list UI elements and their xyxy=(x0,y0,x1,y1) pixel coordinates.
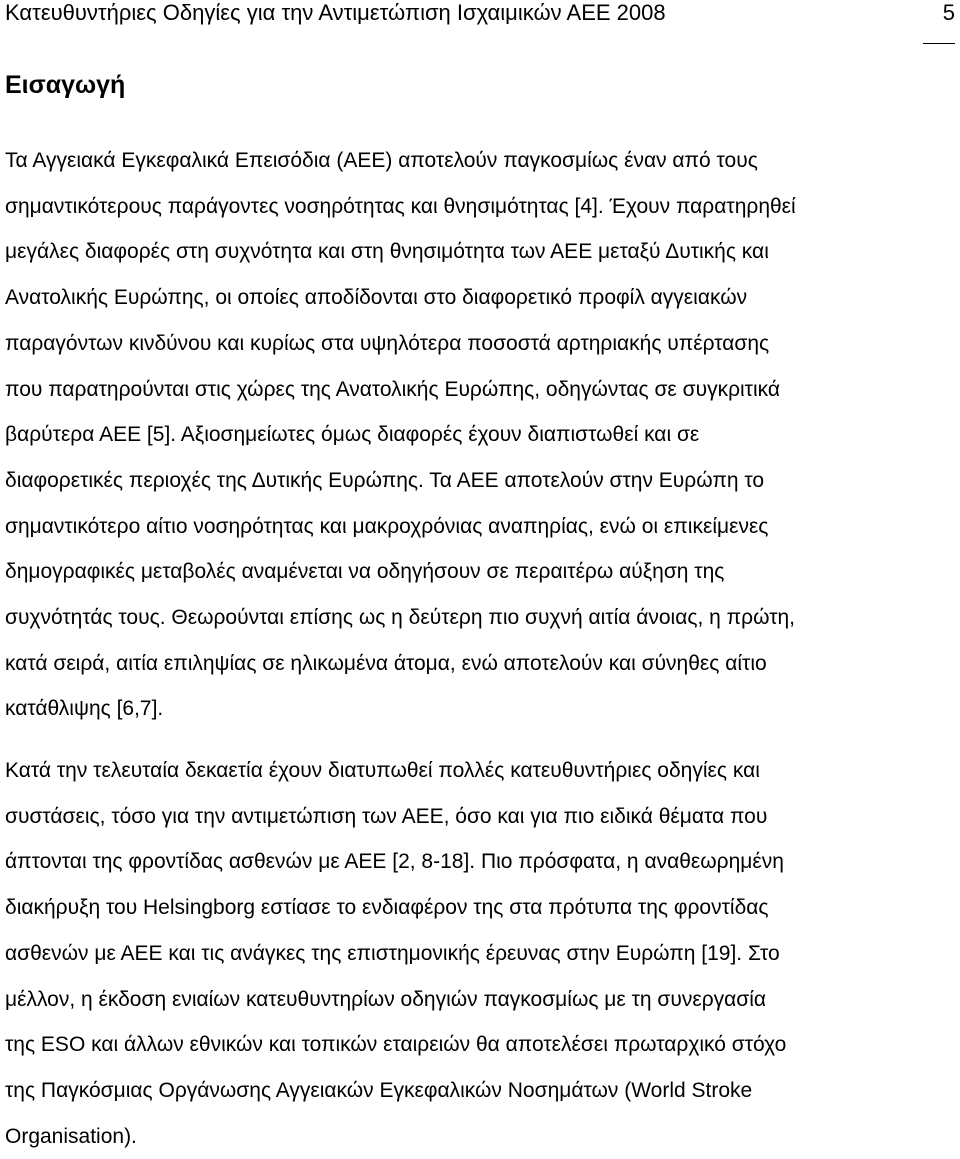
text-line: της ESO και άλλων εθνικών και τοπικών εταιρειών θα αποτελέσει πρωταρχικό στόχο xyxy=(5,1033,787,1057)
text-line: ασθενών με ΑΕΕ και τις ανάγκες της επιστημονικής έρευνας στην Ευρώπη [19]. Στο xyxy=(5,941,780,965)
text-line: μέλλον, η έκδοση ενιαίων κατευθυντηρίων οδηγιών παγκοσμίως με τη συνεργασία xyxy=(5,987,767,1011)
text-line: παραγόντων κινδύνου και κυρίως στα υψηλότερα ποσοστά αρτηριακής υπέρτασης xyxy=(5,331,770,355)
text-line: σημαντικότερους παράγοντες νοσηρότητας και θνησιμότητας [4]. Έχουν παρατηρηθεί xyxy=(5,194,796,218)
text-line: διακήρυξη του Helsingborg εστίασε το ενδιαφέρον της στα πρότυπα της φροντίδας xyxy=(5,896,769,920)
page-number: 5 xyxy=(942,0,955,25)
header-title: Κατευθυντήριες Οδηγίες για την Αντιμετώπιση Ισχαιμικών ΑΕΕ 2008 xyxy=(5,0,666,25)
text-line: που παρατηρούνται στις χώρες της Ανατολικής Ευρώπης, οδηγώντας σε συγκριτικά xyxy=(5,377,781,401)
paragraph-introduction xyxy=(5,138,955,732)
text-line: σημαντικότερο αίτιο νοσηρότητας και μακροχρόνιας αναπηρίας, ενώ οι επικείμενες xyxy=(5,514,769,538)
header-rule xyxy=(923,43,955,44)
text-line: συχνότητάς τους. Θεωρούνται επίσης ως η δεύτερη πιο συχνή αιτία άνοιας, η πρώτη, xyxy=(5,606,796,630)
running-header xyxy=(5,0,955,44)
text-line: Τα Αγγειακά Εγκεφαλικά Επεισόδια (ΑΕΕ) αποτελούν παγκοσμίως έναν από τους xyxy=(5,149,758,172)
section-heading: Εισαγωγή xyxy=(5,71,126,99)
text-line: μεγάλες διαφορές στη συχνότητα και στη θνησιμότητα των ΑΕΕ μεταξύ Δυτικής και xyxy=(5,240,769,264)
text-line: κατά σειρά, αιτία επιληψίας σε ηλικωμένα άτομα, ενώ αποτελούν και σύνηθες αίτιο xyxy=(5,651,767,675)
paragraph-guidelines xyxy=(5,748,955,1159)
text-line: Κατά την τελευταία δεκαετία έχουν διατυπωθεί πολλές κατευθυντήριες οδηγίες και xyxy=(5,759,760,782)
text-line: συστάσεις, τόσο για την αντιμετώπιση των ΑΕΕ, όσο και για πιο ειδικά θέματα που xyxy=(5,804,768,828)
text-line: Organisation). xyxy=(5,1124,137,1148)
text-line: βαρύτερα ΑΕΕ [5]. Αξιοσημείωτες όμως διαφορές έχουν διαπιστωθεί και σε xyxy=(5,423,700,447)
text-line: διαφορετικές περιοχές της Δυτικής Ευρώπης. Τα ΑΕΕ αποτελούν στην Ευρώπη το xyxy=(5,468,765,492)
text-line: της Παγκόσμιας Οργάνωσης Αγγειακών Εγκεφαλικών Νοσημάτων (World Stroke xyxy=(5,1078,753,1102)
text-line: άπτονται της φροντίδας ασθενών με ΑΕΕ [2, 8-18]. Πιο πρόσφατα, η αναθεωρημένη xyxy=(5,850,784,874)
text-line: Ανατολικής Ευρώπης, οι οποίες αποδίδονται στο διαφορετικό προφίλ αγγειακών xyxy=(5,286,748,310)
text-line: κατάθλιψης [6,7]. xyxy=(5,697,164,721)
text-line: δημογραφικές μεταβολές αναμένεται να οδηγήσουν σε περαιτέρω αύξηση της xyxy=(5,560,725,584)
